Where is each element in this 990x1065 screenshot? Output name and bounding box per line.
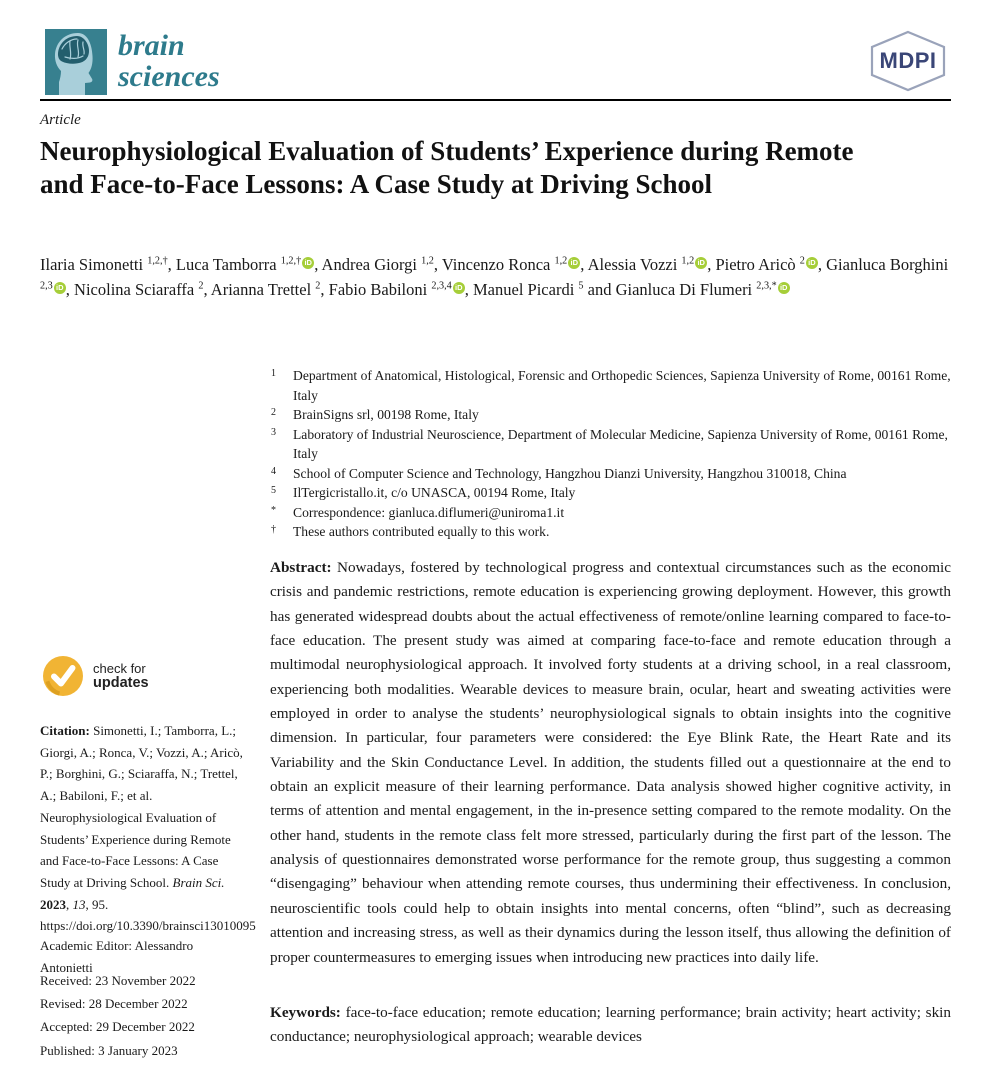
citation-label: Citation: — [40, 723, 94, 738]
crossmark-badge[interactable] — [42, 655, 149, 697]
abstract-text: Nowadays, fostered by technological progress and contextual circumstances such as the economic crisis and pandemic restrictions, remote education is experiencing growing deployment. However, this growth has generated widespread doubts about the actual effectiveness of remote/online learning compared to face-to-face education. The present study was aimed at comparing face-to-face and remote education through a multimodal neurophysiological approach. It involved forty students at a driving school, in a real classroom, experiencing both modalities. Wearable devices to measure brain, ocular, heart and sweating activities were employed in order to analyse the students’ neurophysiological signals to obtain insights into the cognitive dimension. In particular, four parameters were considered: the Eye Blink Rate, the Heart Rate and its Variability and the Skin Conductance Level. In addition, the students filled out a questionnaire at the end to obtain an explicit measure of their learning performance. Data analysis showed higher cognitive activity, in terms of attention and mental engagement, in the in-presence setting compared to the remote modality. On the other hand, students in the remote class felt more stressed, particularly during the first part of the lesson. The analysis of questionnaires demonstrated worse performance for the remote group, thus suggesting a common “disengaging” behaviour when attending remote courses, thus undermining their effectiveness. In conclusion, neuroscientific tools could help to obtain insights into mental concerns, often “blind”, such as decreasing attention and increasing stress, as well as their dynamics during the lesson itself, thus allowing the definition of proper countermeasures to emerging issues when introducing new practices into daily life. — [270, 559, 951, 966]
affiliation-text: Laboratory of Industrial Neuroscience, Department of Molecular Medicine, Sapienza University of Rome, 00161 Rome, Italy — [293, 426, 948, 461]
orcid-icon[interactable]: iD — [568, 257, 580, 269]
orcid-icon[interactable]: iD — [778, 282, 790, 294]
history-date-value: 3 January 2023 — [98, 1042, 178, 1058]
crossmark-label-line1: check for — [93, 661, 146, 676]
affiliation-marker: 5 — [271, 485, 276, 496]
affiliation-text: BrainSigns srl, 00198 Rome, Italy — [293, 407, 479, 422]
affiliation-marker: 4 — [271, 465, 276, 477]
author-affil-sup: 1,2,† — [147, 255, 168, 267]
author: Ilaria Simonetti $^{1,2,\dagger}$, — [40, 255, 176, 274]
history-date-label: Revised: — [40, 996, 86, 1012]
mdpi-logo[interactable] — [864, 28, 952, 94]
crossmark-label-line2: updates — [93, 675, 149, 691]
orcid-icon[interactable]: iD — [695, 257, 707, 269]
affiliations-list — [271, 366, 955, 542]
affiliation-marker: † — [271, 524, 276, 535]
history-date-row — [40, 969, 248, 992]
affiliation-marker: 1 — [271, 368, 276, 379]
affiliation-row — [271, 425, 955, 464]
affiliation-row — [271, 405, 955, 425]
author-affil-sup: 2,3 — [40, 280, 53, 292]
author-affil-sup: 2,3,4 — [431, 280, 452, 292]
author-affil-sup: 2,3,* — [756, 280, 777, 292]
article-type-label: Article — [40, 112, 81, 128]
journal-name-line2: sciences — [118, 60, 220, 93]
academic-editor-label: Academic Editor: — [40, 938, 133, 953]
citation-text: Simonetti, I.; Tamborra, L.; Giorgi, A.; Ronca, V.; Vozzi, A.; Aricò, P.; Borghini, G.; Sciaraffa, N.; Trettel, A.; Babiloni, F.; et al. Neurophysiological Evaluation of Students’ Experience during Remote and Face-to-Face Lessons: A Case Study at Driving School. — [40, 723, 243, 890]
orcid-icon[interactable]: iD — [453, 282, 465, 294]
history-date-row — [40, 992, 248, 1015]
affiliation-text: IlTergicristallo.it, c/o UNASCA, 00194 Rome, Italy — [293, 485, 576, 500]
author-affil-sup: 1,2 — [554, 255, 568, 267]
citation-text: , 95. — [85, 896, 109, 912]
author: Arianna Trettel $^2$, — [210, 280, 329, 299]
doi-link[interactable]: https://doi.org/10.3390/brainsci13010095 — [40, 918, 256, 934]
history-date-label: Published: — [40, 1042, 95, 1058]
history-date-value: 28 December 2022 — [88, 996, 188, 1012]
crossmark-label — [93, 661, 149, 691]
affiliation-text: These authors contributed equally to this work. — [293, 524, 550, 539]
history-date-row — [40, 1039, 248, 1062]
citation-text: 2023 — [40, 896, 66, 912]
abstract-label: Abstract: — [270, 559, 332, 576]
affiliation-row — [271, 522, 955, 542]
brain-head-icon — [45, 29, 107, 95]
author: Gianluca Di Flumeri $^{2,3,*}$ iD — [616, 280, 790, 299]
author-affil-sup: 2 — [799, 255, 805, 267]
author-affil-sup: 1,2 — [421, 255, 434, 267]
academic-editor-name: Alessandro Antonietti — [40, 938, 194, 975]
author-affil-sup: 1,2 — [681, 255, 695, 267]
article-title: Neurophysiological Evaluation of Students’ Experience during Remote and Face-to-Face Lessons: A Case Study at Driving School — [40, 136, 854, 199]
affiliation-text: Department of Anatomical, Histological, Forensic and Orthopedic Sciences, Sapienza University of Rome, 00161 Rome, Italy — [293, 368, 951, 403]
journal-name — [118, 30, 220, 92]
affiliation-text: School of Computer Science and Technology, Hangzhou Dianzi University, Hangzhou 310018, China — [293, 465, 847, 481]
history-date-value: 29 December 2022 — [95, 1019, 195, 1035]
affiliation-text: Correspondence: gianluca.diflumeri@uniroma1.it — [293, 504, 565, 520]
author-affil-sup: 1,2,† — [280, 255, 302, 267]
citation-text: 13 — [72, 896, 86, 912]
affiliation-marker: 2 — [271, 407, 276, 418]
keywords — [270, 1001, 951, 1050]
author: Gianluca Borghini $^{2,3}$ iD , — [40, 255, 949, 299]
keywords-text: face-to-face education; remote education; learning performance; brain activity; heart activity; skin conductance; neurophysiological approach; wearable devices — [270, 1004, 951, 1046]
author-affil-sup: 5 — [578, 280, 584, 292]
citation-text: , — [66, 896, 73, 912]
mdpi-logo-text: MDPI — [879, 48, 937, 73]
affiliation-row — [271, 503, 955, 523]
correspondence-email[interactable]: gianluca.diflumeri@uniroma1.it — [388, 504, 565, 520]
history-date-value: 23 November 2022 — [95, 973, 196, 988]
author: Nicolina Sciaraffa $^2$, — [74, 280, 211, 299]
history-date-label: Accepted: — [40, 1019, 93, 1035]
orcid-icon[interactable]: iD — [54, 282, 66, 294]
author: Pietro Aricò $^2$ iD , — [715, 255, 827, 274]
author: Vincenzo Ronca $^{1,2}$ iD , — [441, 255, 588, 274]
author-affil-sup: 2 — [198, 280, 204, 292]
citation-block — [40, 720, 256, 937]
journal-logo[interactable] — [45, 29, 107, 95]
check-circle-icon — [42, 655, 84, 697]
keywords-label: Keywords: — [270, 1004, 341, 1021]
citation-text: Brain Sci. — [172, 874, 225, 890]
orcid-icon[interactable]: iD — [806, 257, 818, 269]
authors-list — [40, 252, 958, 302]
affiliation-row — [271, 483, 955, 503]
mdpi-hexagon-icon — [864, 28, 952, 94]
affiliation-marker: 3 — [271, 426, 276, 438]
journal-name-line1: brain — [118, 29, 185, 62]
author-affil-sup: 2 — [315, 280, 321, 292]
history-date-row — [40, 1015, 248, 1038]
history-dates — [40, 969, 248, 1062]
author: Alessia Vozzi $^{1,2}$ iD , — [587, 255, 716, 274]
header-divider — [40, 99, 951, 101]
abstract — [270, 556, 951, 970]
author: Andrea Giorgi $^{1,2}$, — [321, 255, 442, 274]
author: Manuel Picardi $^5$ and — [473, 280, 616, 299]
orcid-icon[interactable]: iD — [302, 257, 314, 269]
author: Fabio Babiloni $^{2,3,4}$ iD , — [328, 280, 474, 299]
affiliation-row — [271, 366, 955, 405]
affiliation-marker: * — [271, 504, 276, 516]
history-date-label: Received: — [40, 973, 92, 988]
affiliation-row — [271, 464, 955, 484]
author: Luca Tamborra $^{1,2,\dagger}$ iD , — [175, 255, 322, 274]
